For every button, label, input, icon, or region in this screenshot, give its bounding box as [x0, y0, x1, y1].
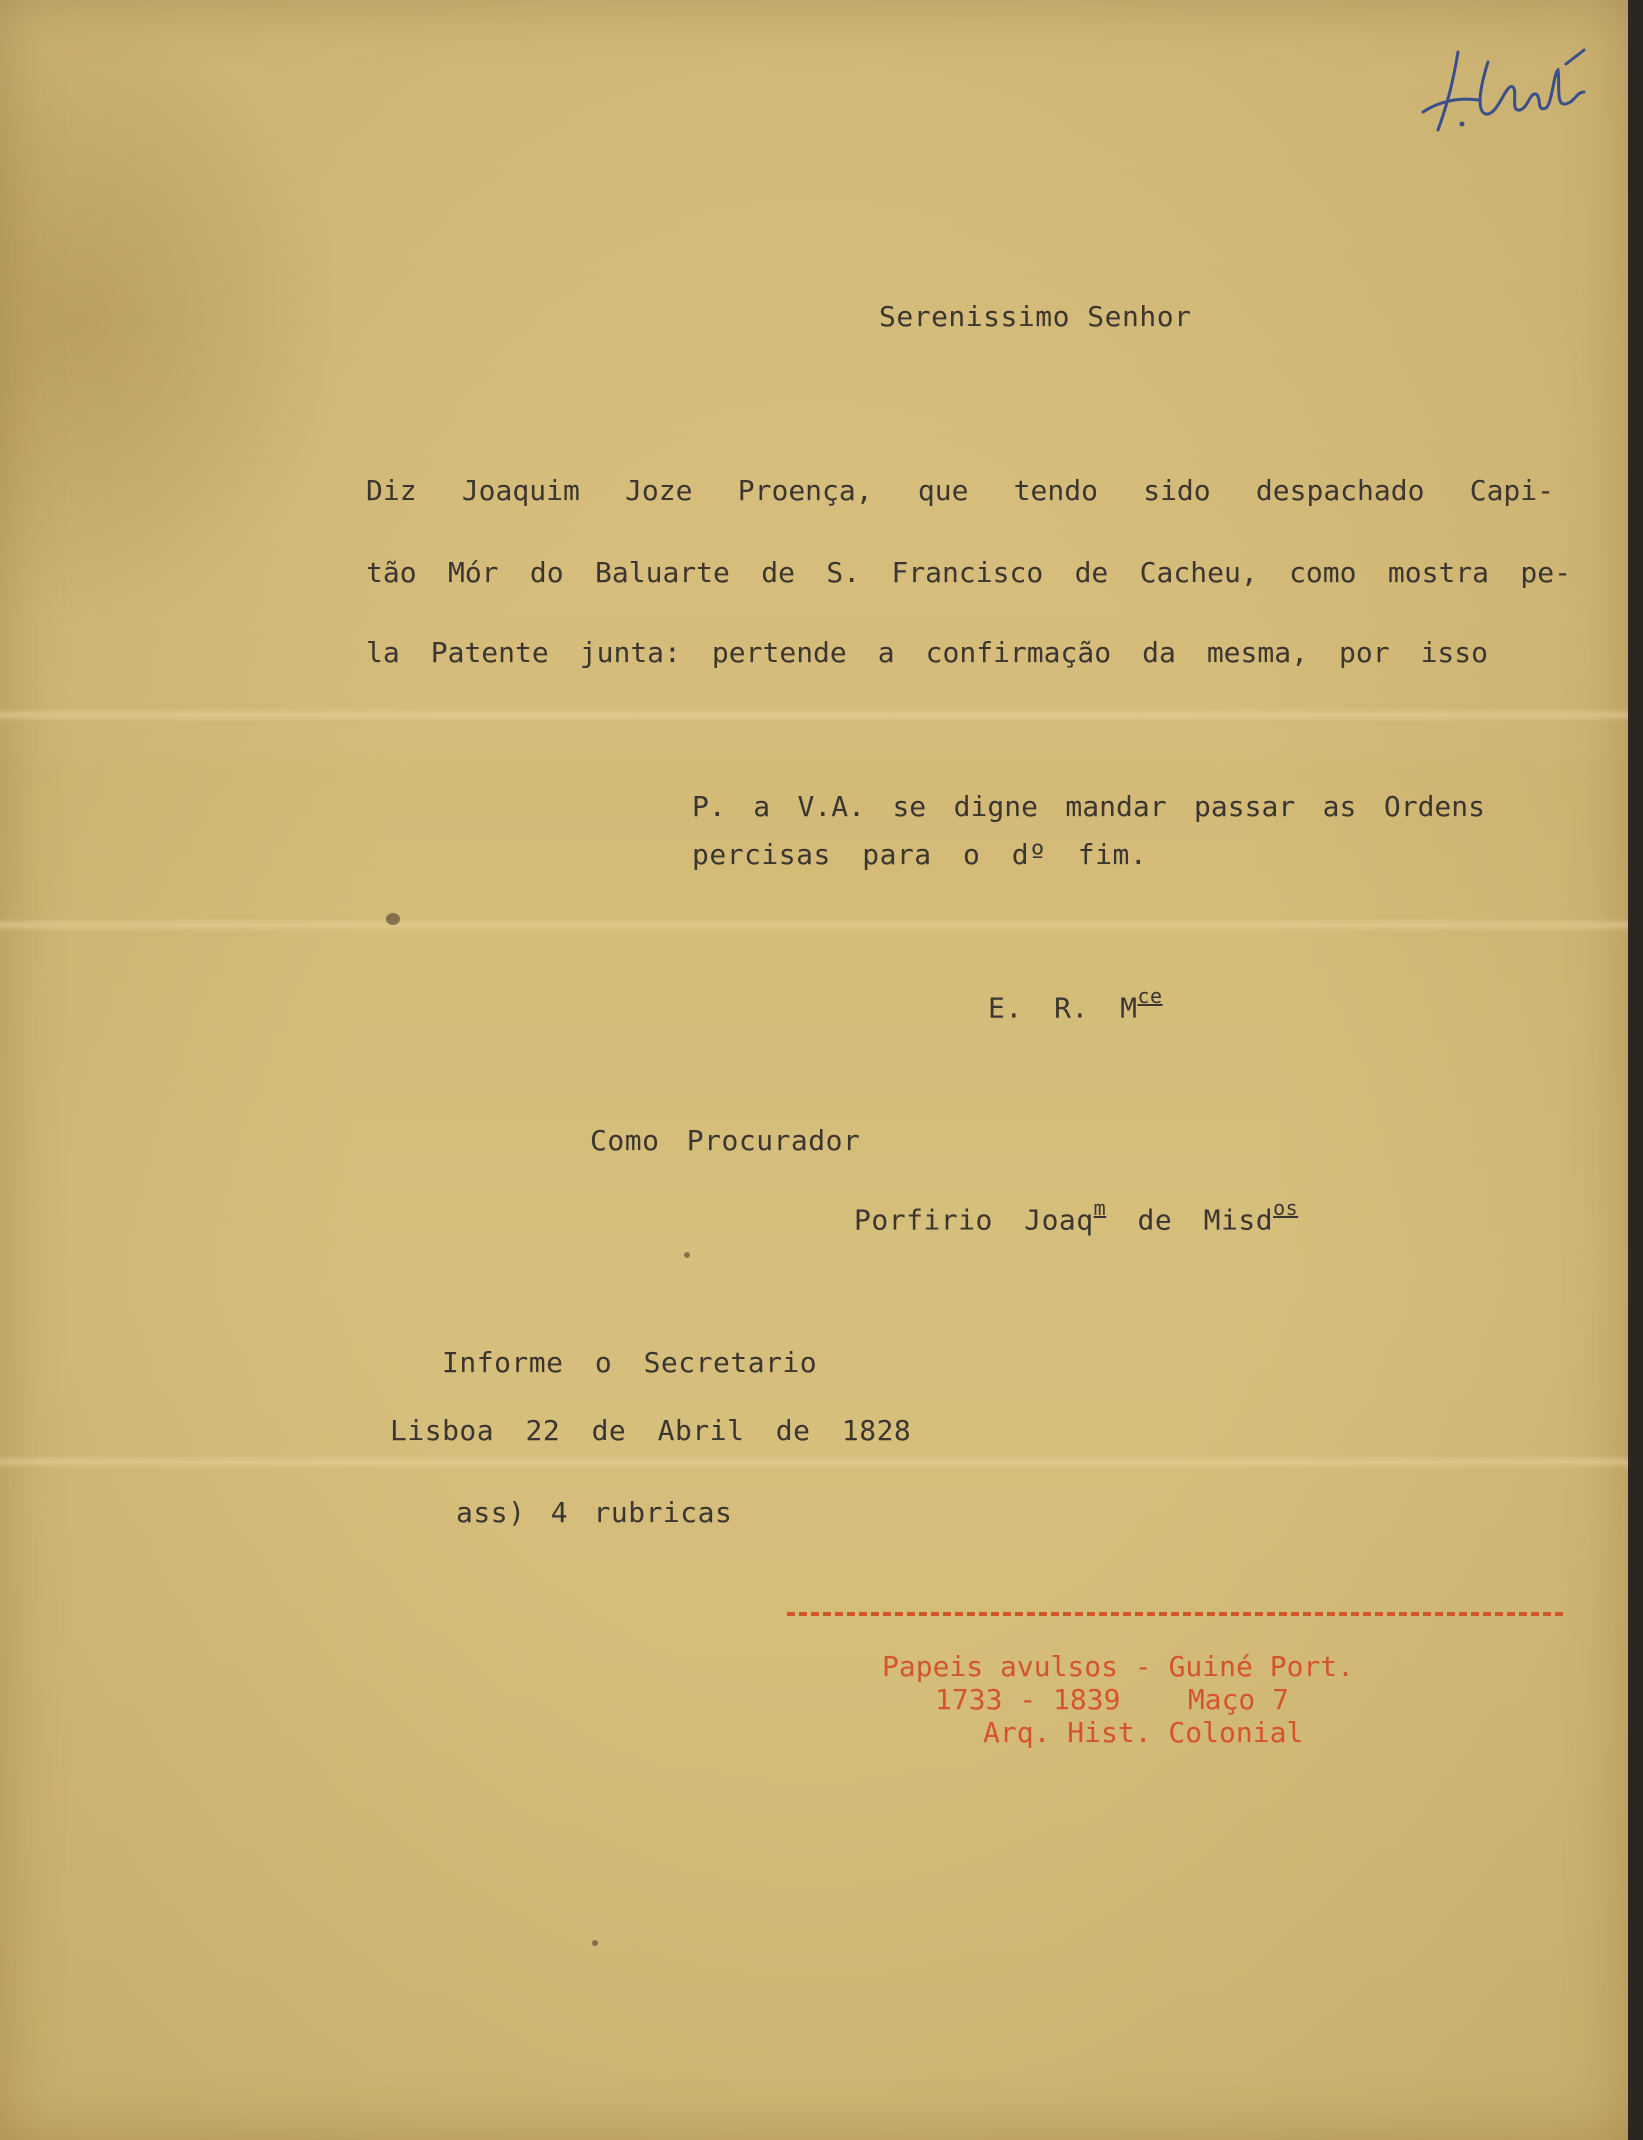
archive-stamp-line-3: Arq. Hist. Colonial [983, 1716, 1304, 1749]
ink-spot [592, 1940, 598, 1946]
procurator-name-sup: m [1093, 1196, 1107, 1220]
procurator-name-part: de Misd [1106, 1203, 1274, 1237]
handwritten-signature [1418, 42, 1603, 137]
paper-fold [0, 918, 1628, 932]
dispatch-line-3: ass) 4 rubricas [456, 1496, 733, 1529]
paper-fold [0, 708, 1628, 722]
ink-spot [386, 913, 400, 925]
closing-formula [988, 984, 1163, 1025]
salutation: Serenissimo Senhor [879, 300, 1192, 333]
petition-line-2: tão Mór do Baluarte de S. Francisco de Cacheu, como mostra pe- [366, 556, 1571, 589]
closing-text: E. R. M [988, 991, 1138, 1025]
scan-edge [1628, 0, 1643, 2140]
stamp-dashed-rule [787, 1612, 1563, 1616]
request-line-1: P. a V.A. se digne mandar passar as Ordens [692, 790, 1485, 823]
request-line-2: percisas para o dº fim. [692, 838, 1148, 871]
archive-stamp-line-2: 1733 - 1839 Maço 7 [935, 1683, 1290, 1716]
archive-stamp-line-1: Papeis avulsos - Guiné Port. [882, 1650, 1355, 1683]
petition-line-3: la Patente junta: pertende a confirmação da mesma, por isso [366, 636, 1488, 669]
dispatch-line-1: Informe o Secretario [442, 1346, 818, 1379]
procurator-label: Como Procurador [590, 1124, 861, 1157]
closing-superscript: ce [1137, 984, 1163, 1008]
procurator-name-part: Porfirio Joaq [854, 1203, 1094, 1237]
paper-fold [0, 1455, 1628, 1469]
procurator-name [854, 1196, 1299, 1237]
procurator-name-sup: os [1273, 1196, 1299, 1220]
petition-line-1: Diz Joaquim Joze Proença, que tendo sido despachado Capi- [366, 474, 1554, 507]
ink-spot [684, 1252, 690, 1258]
dispatch-line-2: Lisboa 22 de Abril de 1828 [390, 1414, 912, 1447]
